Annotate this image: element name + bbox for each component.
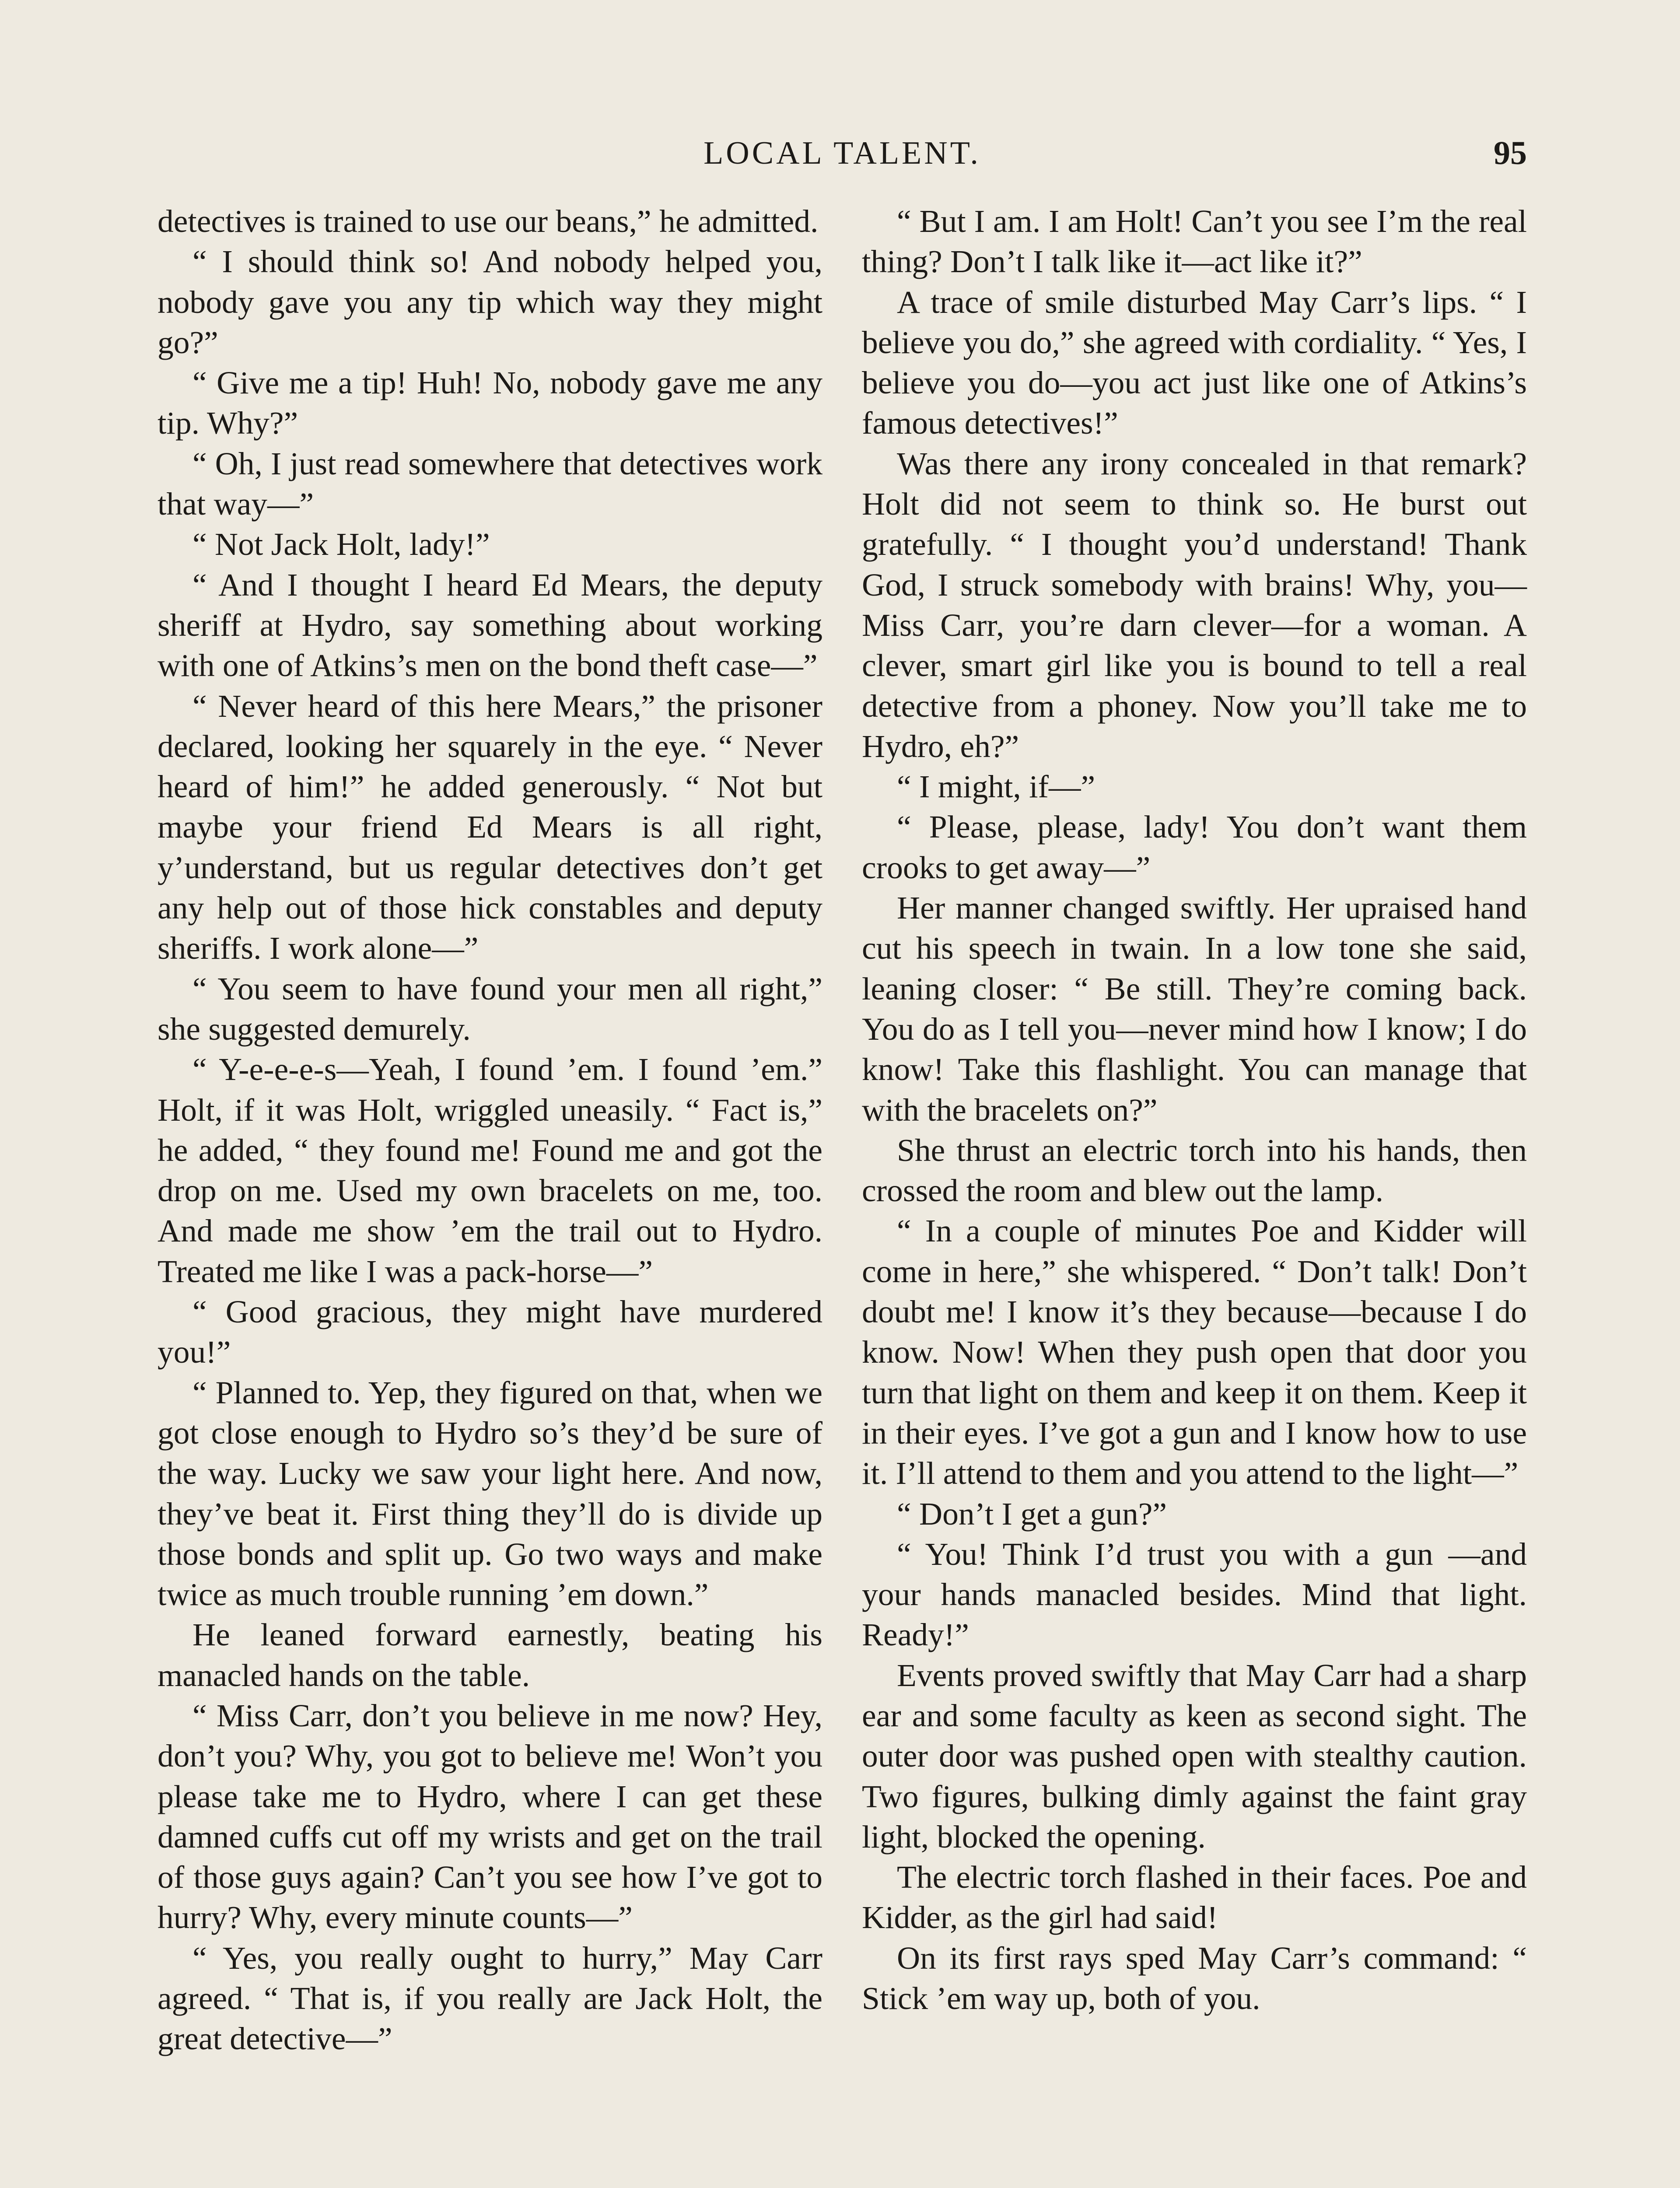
paragraph: “ Please, please, lady! You don’t want them crooks to get away—”	[862, 809, 1527, 885]
paragraph: “ Give me a tip! Huh! No, nobody gave me any tip. Why?”	[158, 365, 822, 441]
paragraph: The electric torch flashed in their faces. Poe and Kidder, as the girl had said!	[862, 1859, 1527, 1936]
running-header	[158, 131, 1527, 179]
paragraph: A trace of smile disturbed May Carr’s lips. “ I believe you do,” she agreed with cordiality. “ Yes, I believe you do—you act just like one of Atkins’s famous detectives!”	[862, 284, 1527, 441]
paragraph: “ And I thought I heard Ed Mears, the deputy sheriff at Hydro, say something about working with one of Atkins’s men on the bond theft case—”	[158, 567, 822, 684]
paragraph: “ Not Jack Holt, lady!”	[192, 526, 490, 562]
paragraph: “ Never heard of this here Mears,” the prisoner declared, looking her squarely in the eye. “ Never heard of him!” he added generously. “ Not but maybe your friend Ed Mears is all right, y’understand, but us regular detectives don’t get any help out of those hick constables and deputy sheriffs. I work alone—”	[158, 688, 822, 966]
paragraph: Was there any irony concealed in that remark? Holt did not seem to think so. He burst out gratefully. “ I thought you’d understand! Thank God, I struck somebody with brains! Why, you—Miss Carr, you’re darn clever—for a woman. A clever, smart girl like you is bound to tell a real detective from a phoney. Now you’ll take me to Hydro, eh?”	[862, 445, 1527, 764]
paragraph: “ Planned to. Yep, they figured on that, when we got close enough to Hydro so’s they’d be sure of the way. Lucky we saw your light here. And now, they’ve beat it. First thing they’ll do is divide up those bonds and split up. Go two ways and make twice as much trouble running ’em down.”	[158, 1375, 822, 1613]
paragraph: “ You seem to have found your men all right,” she suggested demurely.	[158, 971, 822, 1047]
paragraph: “ In a couple of minutes Poe and Kidder will come in here,” she whispered. “ Don’t talk! Don’t doubt me! I know it’s they because—because I do know. Now! When they push open that door you turn that light on them and keep it on them. Keep it in their eyes. I’ve got a gun and I know how to use it. I’ll attend to them and you attend to the light—”	[862, 1213, 1527, 1491]
paragraph: She thrust an electric torch into his hands, then crossed the room and blew out the lamp.	[862, 1132, 1527, 1209]
paragraph: “ Y-e-e-e-s—Yeah, I found ’em. I found ’em.” Holt, if it was Holt, wriggled uneasily. “ Fact is,” he added, “ they found me! Found me and got the drop on me. Used my own bracelets on me, too. And made me show ’em the trail out to Hydro. Treated me like I was a pack-horse—”	[158, 1052, 822, 1289]
chapter-title: LOCAL TALENT.	[704, 135, 981, 171]
paragraph: On its first rays sped May Carr’s command: “ Stick ’em way up, both of you.	[862, 1940, 1527, 2016]
page-number: 95	[1494, 135, 1527, 172]
paragraph: “ Miss Carr, don’t you believe in me now? Hey, don’t you? Why, you got to believe me! Won’t you please take me to Hydro, where I can get these damned cuffs cut off my wrists and get on the trail of those guys again? Can’t you see how I’ve got to hurry? Why, every minute counts—”	[158, 1697, 822, 1936]
paragraph: “ Yes, you really ought to hurry,” May Carr agreed. “ That is, if you really are Jack Holt, the great detective—”	[158, 1940, 822, 2057]
paragraph: Events proved swiftly that May Carr had a sharp ear and some faculty as keen as second sight. The outer door was pushed open with stealthy caution. Two figures, bulking dimly against the faint gray light, blocked the opening.	[862, 1657, 1527, 1855]
paragraph: He leaned forward earnestly, beating his manacled hands on the table.	[158, 1617, 822, 1693]
paragraph: “ I might, if—”	[897, 769, 1096, 805]
paragraph: “ You! Think I’d trust you with a gun —and your hands manacled besides. Mind that light. Ready!”	[862, 1536, 1527, 1653]
paragraph: “ Oh, I just read somewhere that detectives work that way—”	[158, 445, 822, 522]
right-column	[862, 201, 1527, 2019]
left-column	[158, 201, 822, 2059]
paragraph: “ I should think so! And nobody helped you, nobody gave you any tip which way they might go?”	[158, 244, 822, 360]
paragraph: “ Good gracious, they might have murdered you!”	[158, 1294, 822, 1370]
paragraph: “ Don’t I get a gun?”	[897, 1496, 1167, 1532]
paragraph: “ But I am. I am Holt! Can’t you see I’m the real thing? Don’t I talk like it—act like it?”	[862, 203, 1527, 280]
paragraph: detectives is trained to use our beans,” he admitted.	[158, 203, 819, 239]
paragraph: Her manner changed swiftly. Her upraised hand cut his speech in twain. In a low tone she said, leaning closer: “ Be still. They’re coming back. You do as I tell you—never mind how I know; I do know! Take this flashlight. You can manage that with the bracelets on?”	[862, 890, 1527, 1128]
